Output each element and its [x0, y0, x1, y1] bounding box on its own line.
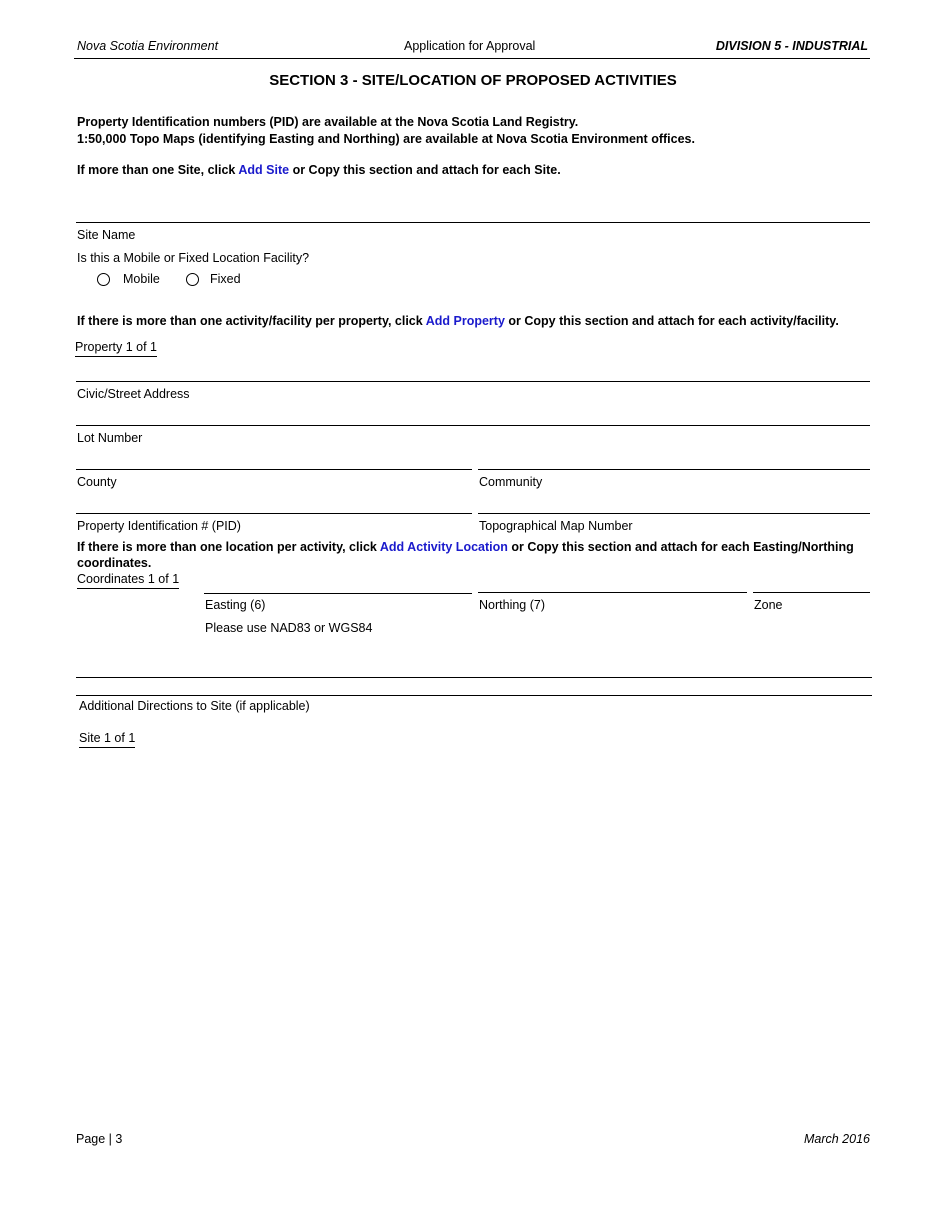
footer-date: March 2016 [803, 1132, 870, 1146]
additional-directions-label: Additional Directions to Site (if applicable) [79, 699, 310, 713]
zone-input[interactable] [753, 572, 870, 590]
fixed-radio-label: Fixed [210, 272, 241, 286]
additional-directions-line [76, 695, 872, 696]
site-name-input[interactable] [76, 202, 870, 220]
lot-number-input[interactable] [76, 405, 870, 423]
civic-address-line [76, 381, 870, 382]
pid-input[interactable] [76, 493, 472, 511]
pid-line [76, 513, 472, 514]
section-title: SECTION 3 - SITE/LOCATION OF PROPOSED ACTIVITIES [269, 72, 677, 89]
footer-page: Page | 3 [76, 1132, 123, 1146]
site-name-label: Site Name [77, 228, 136, 242]
coordinates-counter: Coordinates 1 of 1 [77, 572, 179, 589]
add-activity-location-link[interactable]: Add Activity Location [379, 540, 508, 554]
community-label: Community [479, 475, 543, 489]
add-site-prefix: If more than one Site, click [77, 163, 239, 177]
add-property-prefix: If there is more than one activity/facility per property, click [77, 314, 426, 328]
add-location-prefix: If there is more than one location per activity, click [77, 540, 380, 554]
intro-topo-note: 1:50,000 Topo Maps (identifying Easting and Northing) are available at Nova Scotia Environment offices. [77, 132, 695, 146]
add-site-suffix: or Copy this section and attach for each Site. [289, 163, 561, 177]
add-property-suffix: or Copy this section and attach for each activity/facility. [504, 314, 839, 328]
lot-number-label: Lot Number [77, 431, 143, 445]
topo-map-line [478, 513, 870, 514]
header-divider [74, 58, 870, 59]
community-line [478, 469, 870, 470]
civic-address-input[interactable] [76, 361, 870, 379]
mobile-radio-label: Mobile [123, 272, 160, 286]
site-name-line [76, 222, 870, 223]
header-organization: Nova Scotia Environment [77, 39, 219, 53]
topo-map-label: Topographical Map Number [479, 519, 633, 533]
add-site-instruction [77, 163, 561, 177]
site-counter: Site 1 of 1 [79, 731, 135, 748]
lot-number-line [76, 425, 870, 426]
fixed-radio[interactable] [186, 273, 199, 286]
zone-line [753, 592, 870, 593]
county-input[interactable] [76, 449, 472, 467]
topo-map-input[interactable] [478, 493, 870, 511]
header-division: DIVISION 5 - INDUSTRIAL [715, 39, 868, 53]
add-location-instruction [77, 540, 854, 554]
footer-page-number: 3 [115, 1132, 123, 1146]
county-line [76, 469, 472, 470]
northing-label: Northing (7) [479, 598, 545, 612]
civic-address-label: Civic/Street Address [77, 387, 190, 401]
add-property-link[interactable]: Add Property [425, 314, 505, 328]
facility-type-question: Is this a Mobile or Fixed Location Facility? [77, 251, 310, 265]
add-location-instruction-cont: coordinates. [77, 556, 152, 570]
property-counter: Property 1 of 1 [75, 340, 157, 357]
datum-note: Please use NAD83 or WGS84 [205, 621, 373, 635]
northing-input[interactable] [478, 572, 747, 590]
header-form-title: Application for Approval [404, 39, 536, 53]
easting-input[interactable] [204, 573, 472, 591]
easting-label: Easting (6) [205, 598, 266, 612]
intro-pid-note: Property Identification numbers (PID) are available at the Nova Scotia Land Registry. [77, 115, 579, 129]
add-location-suffix: or Copy this section and attach for each Easting/Northing [507, 540, 854, 554]
add-site-link[interactable]: Add Site [238, 163, 290, 177]
zone-label: Zone [754, 598, 783, 612]
northing-line [478, 592, 747, 593]
mobile-radio[interactable] [97, 273, 110, 286]
additional-directions-input[interactable] [78, 677, 872, 695]
footer-page-label: Page [76, 1132, 106, 1146]
easting-line [204, 593, 472, 594]
community-input[interactable] [478, 449, 870, 467]
county-label: County [77, 475, 117, 489]
pid-label: Property Identification # (PID) [77, 519, 241, 533]
add-property-instruction [77, 314, 839, 328]
